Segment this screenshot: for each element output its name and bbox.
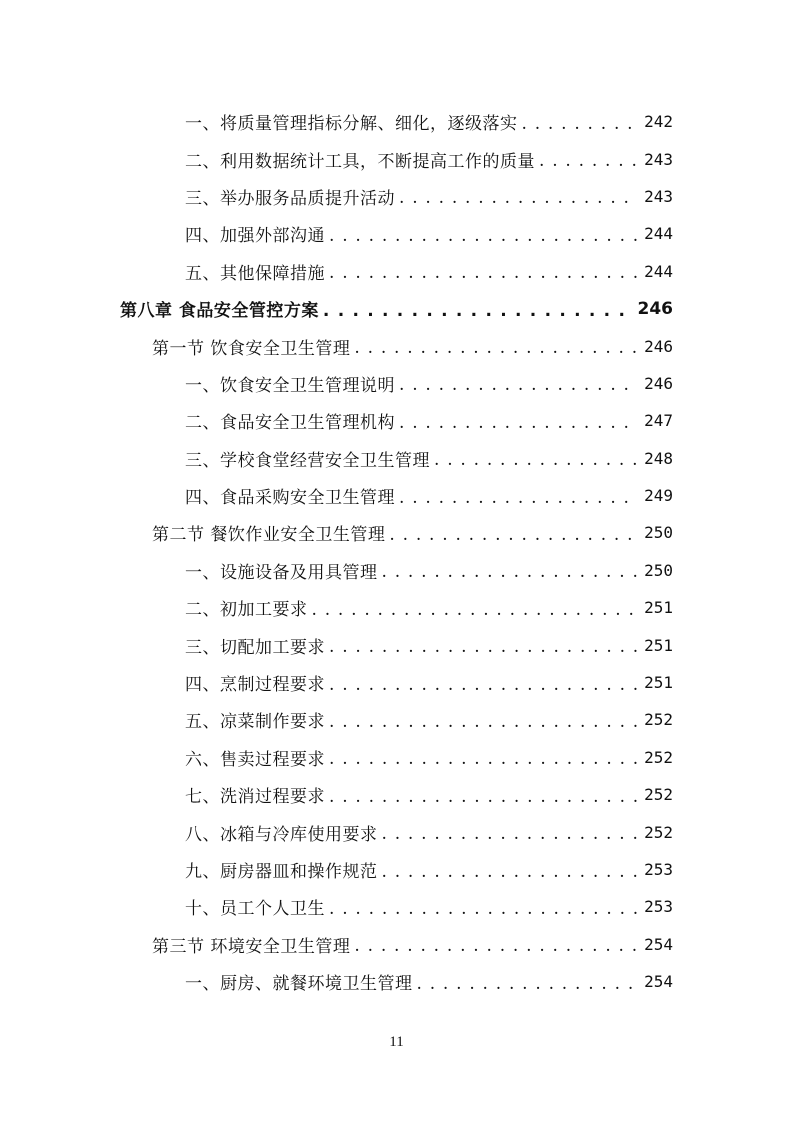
dot-leader — [399, 413, 638, 433]
toc-entry-page: 251 — [644, 598, 673, 618]
dot-leader — [382, 562, 639, 582]
dot-leader — [399, 488, 638, 508]
toc-entry-page: 244 — [644, 261, 673, 281]
dot-leader — [434, 450, 638, 470]
toc-entry-page: 242 — [644, 112, 673, 132]
toc-entry[interactable] — [0, 103, 793, 140]
toc-entry-page: 252 — [644, 785, 673, 805]
dot-leader — [354, 338, 638, 358]
toc-entry[interactable] — [0, 888, 793, 925]
toc-entry-title: 第一节 饮食安全卫生管理 — [152, 338, 351, 359]
dot-leader — [329, 637, 638, 657]
toc-section-entry[interactable] — [0, 514, 793, 551]
toc-entry-page: 243 — [644, 186, 673, 206]
toc-entry-title: 三、学校食堂经营安全卫生管理 — [185, 450, 430, 471]
dot-leader — [354, 936, 638, 956]
toc-entry-title: 五、其他保障措施 — [185, 263, 325, 284]
toc-entry[interactable] — [0, 813, 793, 850]
toc-entry-title: 一、设施设备及用具管理 — [185, 562, 378, 583]
toc-section-entry[interactable] — [0, 926, 793, 963]
toc-entry-page: 252 — [644, 710, 673, 730]
toc-entry[interactable] — [0, 140, 793, 177]
toc-entry[interactable] — [0, 402, 793, 439]
toc-entry-page: 251 — [644, 635, 673, 655]
toc-entry-page: 254 — [644, 934, 673, 954]
toc-entry[interactable] — [0, 253, 793, 290]
dot-leader — [329, 263, 638, 283]
toc-entry[interactable] — [0, 664, 793, 701]
toc-entry-title: 一、厨房、就餐环境卫生管理 — [185, 974, 413, 995]
toc-entry-title: 九、厨房器皿和操作规范 — [185, 862, 378, 882]
toc-entry-title: 二、利用数据统计工具，不断提高工作的质量 — [185, 151, 535, 172]
dot-leader — [399, 188, 638, 208]
toc-entry-title: 五、凉菜制作要求 — [185, 712, 325, 733]
toc-entry[interactable] — [0, 739, 793, 776]
dot-leader — [382, 824, 639, 844]
toc-section-entry[interactable] — [0, 327, 793, 364]
toc-entry-title: 一、将质量管理指标分解、细化，逐级落实 — [185, 114, 518, 135]
dot-leader — [312, 600, 639, 620]
toc-entry-page: 252 — [644, 822, 673, 842]
toc-entry-page: 252 — [644, 747, 673, 767]
dot-leader — [389, 525, 638, 545]
dot-leader — [522, 114, 639, 134]
toc-entry-page: 246 — [644, 373, 673, 393]
toc-entry[interactable] — [0, 215, 793, 252]
toc-entry[interactable] — [0, 963, 793, 1000]
dot-leader — [329, 749, 638, 769]
toc-entry[interactable] — [0, 477, 793, 514]
toc-entry-title: 三、举办服务品质提升活动 — [185, 188, 395, 209]
toc-entry-title: 第三节 环境安全卫生管理 — [152, 936, 351, 957]
toc-entry-page: 254 — [644, 972, 673, 992]
toc-chapter-entry[interactable] — [0, 290, 793, 327]
dot-leader — [399, 375, 638, 395]
toc-entry[interactable] — [0, 552, 793, 589]
dot-leader — [329, 675, 638, 695]
dot-leader — [417, 974, 639, 994]
toc-entry-title: 七、洗消过程要求 — [185, 787, 325, 808]
toc-entry-page: 250 — [644, 523, 673, 543]
toc-entry[interactable] — [0, 365, 793, 402]
toc-entry-page: 244 — [644, 224, 673, 244]
toc-entry-page: 248 — [644, 448, 673, 468]
toc-entry-title: 第二节 餐饮作业安全卫生管理 — [152, 525, 386, 546]
toc-entry-page: 247 — [644, 411, 673, 431]
toc-entry[interactable] — [0, 701, 793, 738]
toc-entry[interactable] — [0, 626, 793, 663]
toc-entry-title: 四、食品采购安全卫生管理 — [185, 488, 395, 509]
dot-leader — [329, 226, 638, 246]
toc-entry-page: 243 — [644, 149, 673, 169]
toc-entry-title: 三、切配加工要求 — [185, 637, 325, 658]
toc-entry-title: 四、加强外部沟通 — [185, 226, 325, 247]
dot-leader — [329, 787, 638, 807]
table-of-contents — [0, 103, 793, 1000]
toc-entry-title: 二、初加工要求 — [185, 600, 308, 621]
toc-entry-page: 246 — [644, 336, 673, 356]
toc-entry-title: 八、冰箱与冷库使用要求 — [185, 824, 378, 845]
dot-leader — [329, 899, 638, 919]
toc-entry-page: 249 — [644, 486, 673, 506]
toc-entry[interactable] — [0, 440, 793, 477]
toc-entry-page: 246 — [637, 298, 673, 319]
toc-entry-title: 二、食品安全卫生管理机构 — [185, 413, 395, 434]
dot-leader — [329, 712, 638, 732]
toc-entry-page: 251 — [644, 673, 673, 693]
toc-entry-title: 一、饮食安全卫生管理说明 — [185, 375, 395, 396]
dot-leader — [323, 301, 632, 321]
toc-entry[interactable] — [0, 776, 793, 813]
toc-entry-title: 四、烹制过程要求 — [185, 675, 325, 696]
toc-entry-title: 第八章 食品安全管控方案 — [120, 301, 319, 322]
toc-entry-title: 十、员工个人卫生 — [185, 899, 325, 920]
toc-entry[interactable] — [0, 589, 793, 626]
toc-entry-page: 250 — [644, 560, 673, 580]
page-number: 11 — [389, 1034, 404, 1050]
dot-leader — [539, 151, 638, 171]
toc-entry-title: 六、售卖过程要求 — [185, 749, 325, 770]
toc-entry[interactable] — [0, 851, 793, 888]
toc-entry[interactable] — [0, 178, 793, 215]
toc-entry-page: 253 — [644, 897, 673, 917]
toc-entry-page: 253 — [644, 860, 673, 879]
dot-leader — [382, 862, 639, 882]
